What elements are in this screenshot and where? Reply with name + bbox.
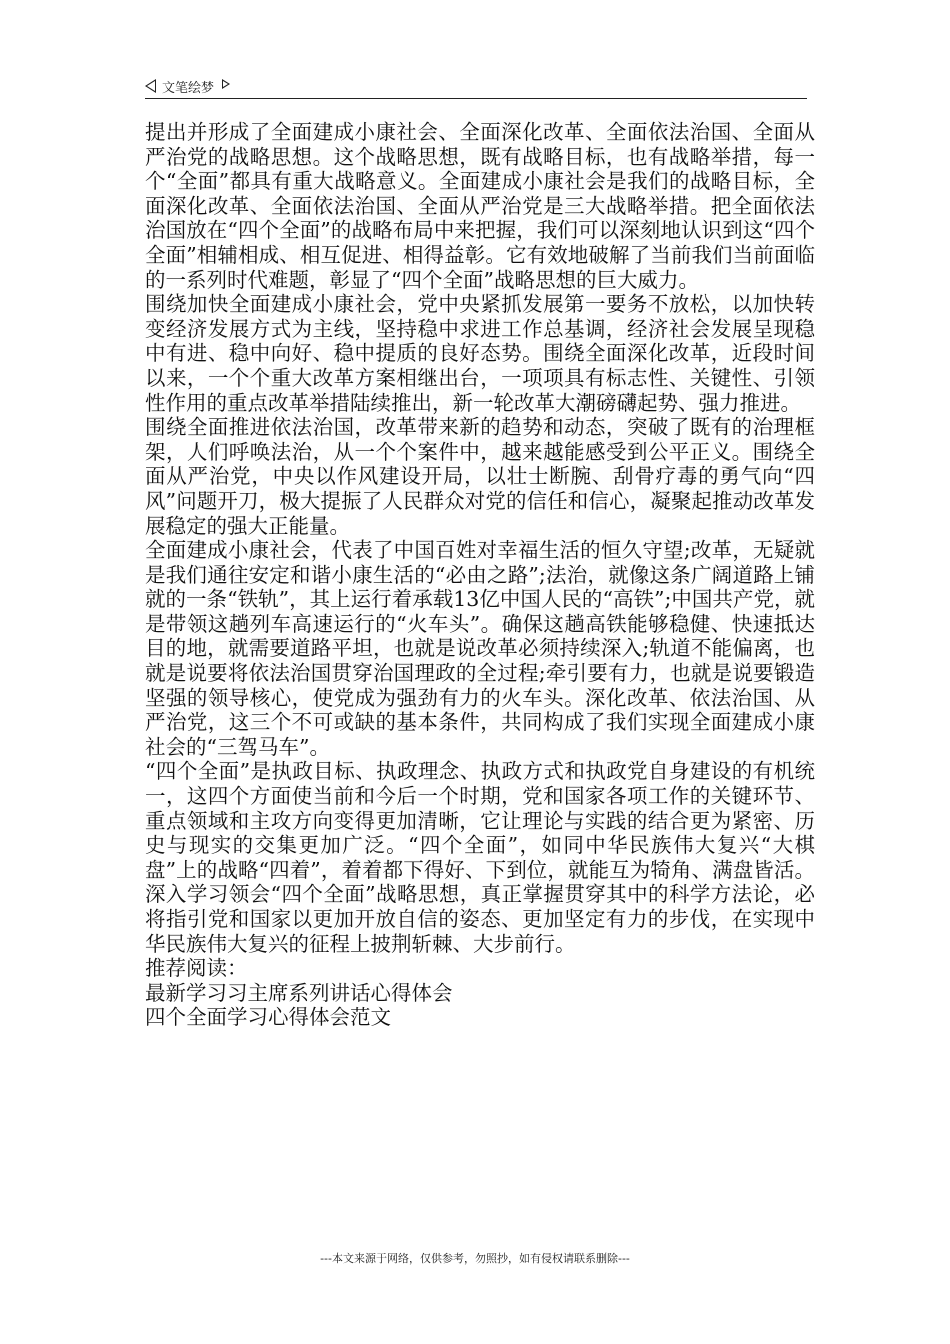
paragraph: “四个全面”是执政目标、执政理念、执政方式和执政党自身建设的有机统一，这四个方面使当前和今后一个时期，党和国家各项工作的关键环节、重点领域和主攻方向变得更加清晰，它让理论与实践的结合更为紧密、历史与现实的交集更加广泛。“四个全面”，如同中华民族伟大复兴“大棋盘”上的战略“四着”，着着都下得好、下到位，就能互为犄角、满盘皆活。深入学习领会“四个全面”战略思想，真正掌握贯穿其中的科学方法论，必将指引党和国家以更加开放自信的姿态、更加坚定有力的步伐，在实现中华民族伟大复兴的征程上披荆斩棘、大步前行。 bbox=[145, 759, 815, 956]
paragraph: 围绕全面推进依法治国，改革带来新的趋势和动态，突破了既有的治理框架，人们呼唤法治，从一个个案件中，越来越能感受到公平正义。围绕全面从严治党，中央以作风建设开局，以壮士断腕、刮骨疗毒的勇气向“四风”问题开刀，极大提振了人民群众对党的信任和信心，凝聚起推动改革发展稳定的强大正能量。 bbox=[145, 415, 815, 538]
triangle-left-icon bbox=[145, 79, 156, 93]
recommend-heading: 推荐阅读： bbox=[145, 956, 248, 981]
footer-notice: ---本文来源于网络，仅供参考，勿照抄，如有侵权请联系删除--- bbox=[320, 1252, 630, 1265]
header-title: 文笔绘梦 bbox=[162, 80, 215, 96]
paragraph: 围绕加快全面建成小康社会，党中央紧抓发展第一要务不放松，以加快转变经济发展方式为主线，坚持稳中求进工作总基调，经济社会发展呈现稳中有进、稳中向好、稳中提质的良好态势。围绕全面深化改革，近段时间以来，一个个重大改革方案相继出台，一项项具有标志性、关键性、引领性作用的重点改革举措陆续推出，新一轮改革大潮磅礴起势、强力推进。 bbox=[145, 292, 815, 415]
document-body bbox=[145, 120, 815, 1030]
recommend-link[interactable]: 最新学习习主席系列讲话心得体会 bbox=[145, 980, 453, 1005]
page-header bbox=[145, 74, 807, 99]
paragraph: 全面建成小康社会，代表了中国百姓对幸福生活的恒久守望;改革，无疑就是我们通往安定和谐小康生活的“必由之路”;法治，就像这条广阔道路上铺就的一条“铁轨”，其上运行着承载13亿中国人民的“高铁”;中国共产党，就是带领这趟列车高速运行的“火车头”。确保这趟高铁能够稳健、快速抵达目的地，就需要道路平坦，也就是说改革必须持续深入;轨道不能偏离，也就是说要将依法治国贯穿治国理政的全过程;牵引要有力，也就是说要锻造坚强的领导核心，使党成为强劲有力的火车头。深化改革、依法治国、从严治党，这三个不可或缺的基本条件，共同构成了我们实现全面建成小康社会的“三驾马车”。 bbox=[145, 538, 815, 759]
recommend-link[interactable]: 四个全面学习心得体会范文 bbox=[145, 1005, 391, 1030]
paragraph: 提出并形成了全面建成小康社会、全面深化改革、全面依法治国、全面从严治党的战略思想。这个战略思想，既有战略目标，也有战略举措，每一个“全面”都具有重大战略意义。全面建成小康社会是我们的战略目标，全面深化改革、全面依法治国、全面从严治党是三大战略举措。把全面依法治国放在“四个全面”的战略布局中来把握，我们可以深刻地认识到这“四个全面”相辅相成、相互促进、相得益彰。它有效地破解了当前我们当前面临的一系列时代难题，彰显了“四个全面”战略思想的巨大威力。 bbox=[145, 120, 815, 292]
triangle-right-icon bbox=[222, 79, 230, 89]
